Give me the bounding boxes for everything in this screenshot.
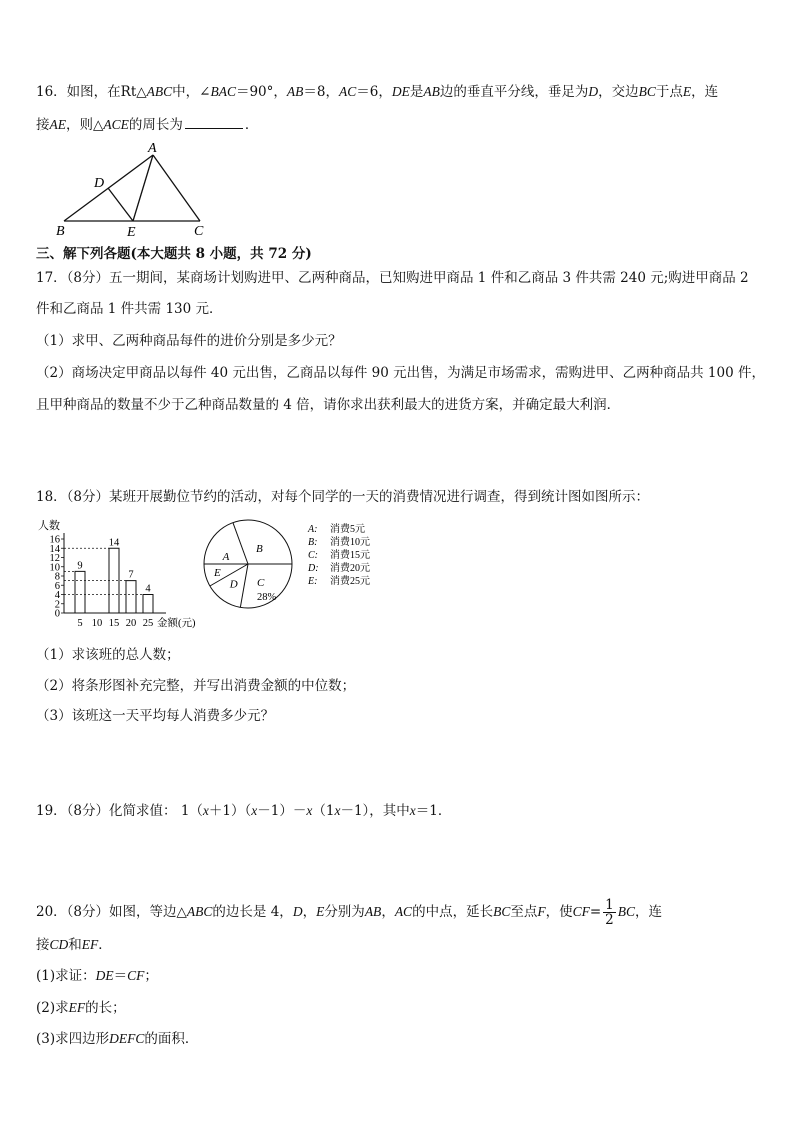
y-tick-label: 8 bbox=[54, 571, 60, 583]
pie-slice-label-B: B bbox=[255, 542, 263, 555]
q16-text: 中，∠ bbox=[172, 84, 211, 100]
q20-text: ，使 bbox=[545, 904, 573, 920]
q16-bc: BC bbox=[638, 84, 656, 99]
q20-ef: EF bbox=[68, 1000, 86, 1015]
q20-line-1 bbox=[36, 898, 662, 927]
fraction-numerator: 1 bbox=[605, 897, 614, 913]
pie-chart bbox=[200, 518, 400, 610]
q16-e: E bbox=[682, 84, 692, 99]
q18-part-2: （2）将条形图补充完整，并写出消费金额的中位数； bbox=[36, 678, 356, 694]
x-tick-label: 15 bbox=[108, 618, 120, 629]
q20-text: ； bbox=[144, 968, 158, 984]
q20-line-2 bbox=[36, 935, 112, 955]
bar-value-label: 9 bbox=[77, 560, 83, 572]
q16-ab: AB bbox=[286, 84, 304, 99]
q20-ab: AB bbox=[364, 904, 382, 919]
label-c: C bbox=[194, 224, 204, 238]
q20-text: △ bbox=[176, 904, 187, 920]
q20-text: 和 bbox=[68, 937, 82, 953]
q16-text: ，则△ bbox=[66, 117, 104, 133]
q20-text: 的边长是 4， bbox=[212, 904, 293, 920]
x-axis-label: 金额(元) bbox=[157, 618, 196, 629]
legend-key: C: bbox=[308, 550, 318, 561]
q17-line-2: 件和乙商品 1 件共需 130 元． bbox=[36, 301, 223, 317]
q19-text: 1（ bbox=[180, 803, 203, 819]
q16-text: ，连 bbox=[691, 84, 719, 100]
y-tick-label: 2 bbox=[54, 599, 60, 611]
x-tick-label: 10 bbox=[91, 618, 103, 629]
q18-line-1: 18．（8分）某班开展勤位节约的活动，对每个同学的一天的消费情况进行调查，得到统计图如图所示： bbox=[36, 489, 650, 505]
legend-text: 消费10元 bbox=[330, 537, 370, 548]
label-d: D bbox=[94, 176, 105, 191]
pie-slice-label-D: D bbox=[229, 578, 238, 591]
x-tick-label: 25 bbox=[142, 618, 154, 629]
q19-text: 19．（8分）化简求值： bbox=[36, 803, 177, 819]
q19-text: －1），其中 bbox=[340, 803, 410, 819]
q16-text: 接 bbox=[36, 117, 50, 133]
q19-text: ＋1）（ bbox=[208, 803, 252, 819]
y-tick-label: 14 bbox=[49, 543, 60, 555]
q16-text: 于点 bbox=[655, 84, 683, 100]
q16-text: ，交边 bbox=[598, 84, 639, 100]
y-axis-label: 人数 bbox=[38, 520, 60, 532]
bar-value-label: 7 bbox=[128, 569, 134, 581]
q16-line-1 bbox=[36, 82, 718, 102]
q16-abc: ABC bbox=[146, 84, 173, 99]
fraction-half bbox=[603, 898, 616, 927]
q20-defc: DEFC bbox=[109, 1031, 145, 1046]
y-tick-label: 4 bbox=[54, 590, 60, 601]
label-a: A bbox=[148, 141, 157, 156]
q20-part-1 bbox=[36, 966, 158, 986]
x-tick-label: 20 bbox=[125, 618, 137, 629]
q18-part-3: （3）该班这一天平均每人消费多少元？ bbox=[36, 708, 275, 724]
y-tick-label: 10 bbox=[49, 562, 60, 574]
q20-text: 至点 bbox=[510, 904, 538, 920]
fraction-denominator: 2 bbox=[605, 912, 614, 928]
q18-part-1: （1）求该班的总人数； bbox=[36, 647, 180, 663]
q19-text: ＝1． bbox=[415, 803, 452, 819]
q20-cf: CF bbox=[572, 904, 590, 919]
q16-text: ． bbox=[244, 117, 259, 133]
q20-text: ， bbox=[381, 904, 395, 920]
q19-text: （1 bbox=[312, 803, 335, 819]
q20-text: ＝ bbox=[113, 968, 128, 984]
q19-text: －1）－ bbox=[257, 803, 307, 819]
q20-text: (1)求证： bbox=[36, 968, 96, 984]
x-tick-label: 5 bbox=[77, 618, 83, 629]
q20-bc: BC bbox=[493, 904, 511, 919]
q16-bac: BAC bbox=[210, 84, 236, 99]
q19-line bbox=[36, 801, 451, 821]
pie-slice-label-A: A bbox=[222, 551, 230, 563]
q20-text: (3)求四边形 bbox=[36, 1031, 110, 1047]
q16-text: ＝8， bbox=[303, 84, 339, 100]
q20-bc: BC bbox=[617, 904, 636, 919]
legend-key: B: bbox=[308, 537, 318, 548]
bar-5 bbox=[75, 571, 85, 613]
legend-key: E: bbox=[308, 576, 318, 587]
var-x: x bbox=[202, 803, 209, 818]
q20-de: DE bbox=[95, 968, 114, 983]
q20-text: 的中点，延长 bbox=[412, 904, 494, 920]
pie-slice-label-E: E bbox=[214, 567, 221, 580]
legend-text: 消费15元 bbox=[330, 550, 370, 561]
q20-f: F bbox=[537, 904, 546, 919]
q17-part-2a: （2）商场决定甲商品以每件 40 元出售，乙商品以每件 90 元出售，为满足市场需求，需购进甲、乙两种商品共 100 件， bbox=[36, 365, 765, 381]
segment-de bbox=[108, 188, 133, 221]
pie-slice-percent: 28% bbox=[256, 592, 277, 604]
y-tick-label: 6 bbox=[54, 580, 60, 592]
q20-text: 分别为 bbox=[324, 904, 365, 920]
legend-key: A: bbox=[308, 524, 318, 535]
q20-e: E bbox=[316, 904, 325, 919]
q20-text: ． bbox=[98, 937, 112, 953]
bar-value-label: 4 bbox=[145, 583, 151, 595]
bar-chart bbox=[36, 518, 206, 630]
q17-part-2b: 且甲种商品的数量不少于乙种商品数量的 4 倍，请你求出获利最大的进货方案，并确定最大利润． bbox=[36, 397, 621, 413]
answer-blank[interactable] bbox=[185, 114, 243, 129]
y-tick-label: 0 bbox=[54, 608, 60, 620]
legend-key: D: bbox=[308, 563, 319, 574]
q17-line-1: 17．（8分）五一期间，某商场计划购进甲、乙两种商品，已知购进甲商品 1 件和乙商品 3 件共需 240 元;购进甲商品 2 bbox=[36, 270, 749, 286]
q20-ef: EF bbox=[81, 937, 99, 952]
q20-cd: CD bbox=[49, 937, 69, 952]
q20-text: = bbox=[589, 904, 602, 920]
legend-text: 消费5元 bbox=[330, 524, 365, 535]
section-heading: 三、解下列各题(本大题共 8 小题，共 72 分) bbox=[36, 246, 312, 262]
q20-text: 接 bbox=[36, 937, 50, 953]
q16-ab: AB bbox=[423, 84, 440, 99]
legend-text: 消费20元 bbox=[330, 563, 370, 574]
segment-ae bbox=[133, 155, 153, 221]
q16-text: ＝6， bbox=[356, 84, 392, 100]
q20-abc: ABC bbox=[186, 904, 213, 919]
q16-d: D bbox=[588, 84, 599, 99]
q16-ac: AC bbox=[339, 84, 357, 99]
label-b: B bbox=[56, 224, 65, 238]
q16-text: 是 bbox=[409, 84, 424, 100]
q20-text: 20．（8分）如图，等边 bbox=[36, 904, 177, 920]
var-x: x bbox=[409, 803, 416, 818]
q20-text: ，连 bbox=[635, 904, 663, 920]
q20-cf: CF bbox=[127, 968, 145, 983]
q20-text: ， bbox=[302, 904, 317, 920]
q16-text: 边的垂直平分线，垂足为 bbox=[439, 84, 589, 100]
q17-part-1: （1）求甲、乙两种商品每件的进价分别是多少元？ bbox=[36, 333, 342, 349]
var-x: x bbox=[306, 803, 313, 818]
bar-value-label: 14 bbox=[108, 537, 120, 549]
var-x: x bbox=[334, 803, 341, 818]
q16-ace: ACE bbox=[103, 117, 129, 132]
q20-ac: AC bbox=[394, 904, 413, 919]
y-tick-label: 12 bbox=[49, 553, 60, 564]
q20-part-2 bbox=[36, 998, 126, 1018]
q20-d: D bbox=[292, 904, 303, 919]
q16-triangle-figure bbox=[52, 138, 222, 238]
q20-part-3 bbox=[36, 1029, 198, 1049]
q20-text: 的面积． bbox=[144, 1031, 199, 1047]
y-tick-label: 16 bbox=[49, 534, 60, 546]
q20-text: (2)求 bbox=[36, 1000, 69, 1016]
bar-25 bbox=[143, 595, 153, 614]
q20-text: 的长； bbox=[85, 1000, 126, 1016]
label-e: E bbox=[127, 225, 136, 238]
q16-de: DE bbox=[391, 84, 410, 99]
var-x: x bbox=[251, 803, 258, 818]
q16-text: ＝90°， bbox=[235, 84, 287, 100]
q16-line-2 bbox=[36, 114, 258, 135]
segment-ac bbox=[153, 155, 200, 221]
pie-slice-label-C: C bbox=[256, 577, 265, 590]
q16-text: 的周长为 bbox=[128, 117, 183, 133]
q16-text: 16．如图，在Rt△ bbox=[36, 84, 147, 100]
q16-ae: AE bbox=[49, 117, 66, 132]
legend-text: 消费25元 bbox=[330, 576, 370, 587]
bar-20 bbox=[126, 581, 136, 613]
